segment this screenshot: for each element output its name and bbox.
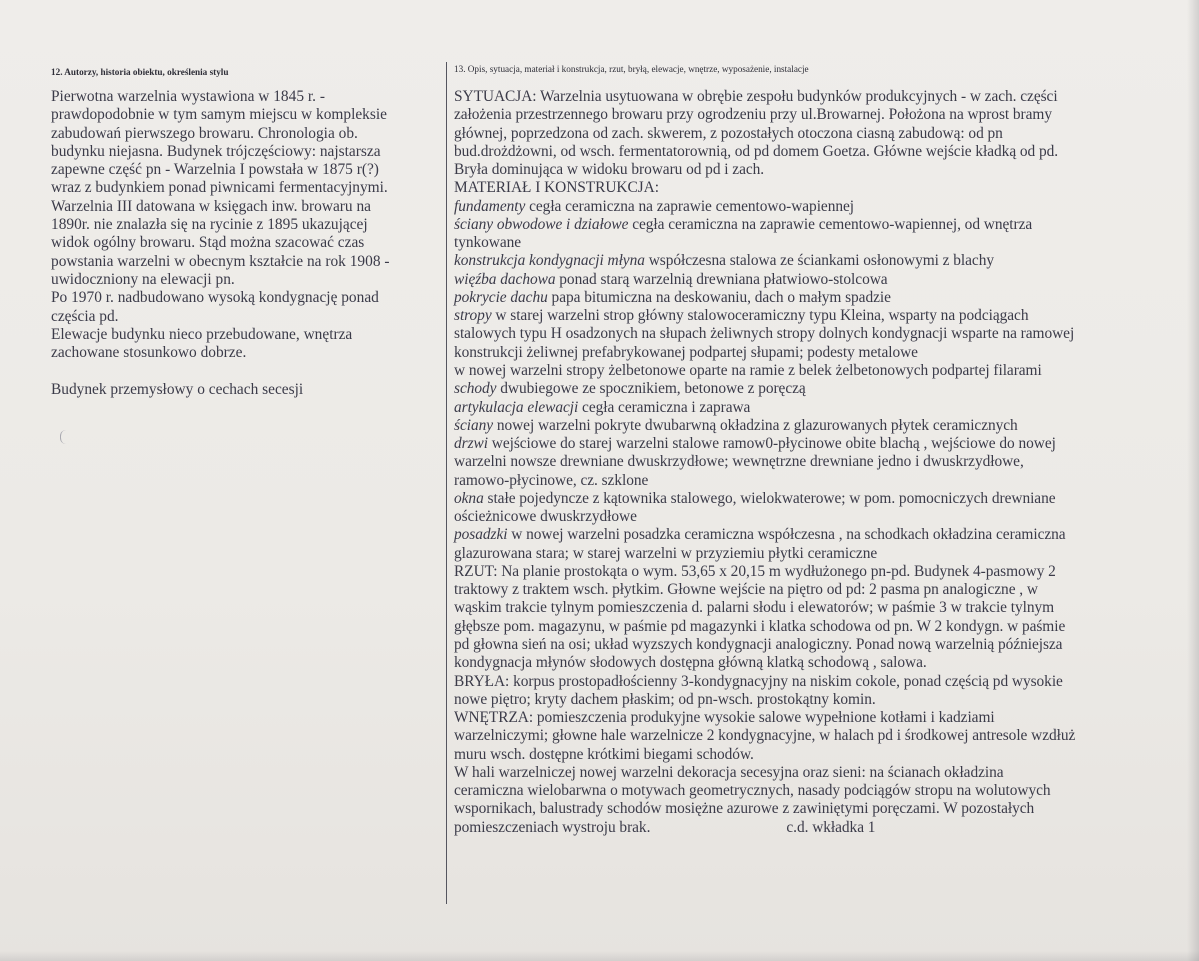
right-column: [454, 63, 1194, 837]
line-text: w starej warzelni strop główny stalowoceramiczny typu Kleina, wsparty na podciągach: [491, 307, 1029, 325]
text-line: [454, 654, 1194, 672]
line-text: warzelniczymi; głowne hale warzelnicze 2 kondygnacyjne, w halach pd i środkowej antresole wzdłuż: [454, 727, 1076, 745]
line-text: nowe piętro; kryty dachem płaskim; od pn-wsch. prostokątny komin.: [454, 690, 876, 708]
continuation-note: c.d. wkładka 1: [786, 818, 876, 836]
history-text: [51, 88, 441, 399]
element-term: ściany: [454, 416, 494, 434]
element-term: pokrycie dachu: [454, 288, 548, 306]
element-term: okna: [454, 489, 484, 507]
line-text: glazurowana stara; w starej warzelni w przyziemiu płytki ceramiczne: [454, 544, 878, 562]
line-text: stałe pojedyncze z kątownika stalowego, wielokwaterowe; w pom. pomocniczych drewniane: [483, 489, 1056, 507]
line-text: WNĘTRZA: pomieszczenia produkyjne wysokie salowe wypełnione kotłami i kadziami: [454, 709, 995, 727]
line-text: cegła ceramiczna i zaprawa: [578, 398, 751, 416]
line-text: muru wsch. dostępne krótkimi biegami schodów.: [454, 745, 754, 763]
text-line: Budynek przemysłowy o cechach secesji: [51, 380, 304, 398]
line-text: głębsze pom. magazynu, w paśmie pd magazynki i klatka schodowa od pn. W 2 kondygn. w paśmie: [454, 617, 1066, 635]
line-text: W hali warzelniczej nowej warzelni dekoracja secesyjna oraz sieni: na ścianach okładzina: [454, 763, 1004, 781]
text-line: [454, 252, 1194, 270]
text-line: [454, 125, 1194, 143]
line-text: traktowy z traktem wsch. płytkim. Głowne wejście na piętro od pd: 2 pasma pn analogiczne , w: [454, 581, 1038, 599]
text-line: [454, 417, 1194, 435]
text-line: [454, 490, 1194, 508]
line-text: głównej, poprzedzona od zach. skwerem, z pozostałych otoczona ciasną zabudową: od pn: [454, 124, 1003, 142]
text-line: [454, 435, 1194, 453]
text-line: [454, 782, 1194, 800]
text-line: [454, 289, 1194, 307]
line-text: RZUT: Na planie prostokąta o wym. 53,65 x 20,15 m wydłużonego pn-pd. Budynek 4-pasmowy 2: [454, 562, 1056, 580]
element-term: schody: [454, 380, 497, 398]
text-line: powstania warzelni w obecnym kształcie na rok 1908 -: [51, 252, 390, 270]
text-line: [454, 764, 1194, 782]
element-term: artykulacja elewacji: [454, 398, 579, 416]
text-line: prawdopodobnie w tym samym miejscu w kompleksie: [51, 106, 387, 124]
text-line: budynku niejasna. Budynek trójczęściowy: najstarsza: [51, 142, 381, 160]
text-line: [454, 106, 1194, 124]
section-13-header: 13. Opis, sytuacja, materiał i konstrukcja, rzut, bryłą, elewacje, wnętrze, wyposażenie, instalacje: [454, 64, 809, 74]
text-line: [454, 746, 1194, 764]
line-text: kondygnacja młynów słodowych dostępna główną klatką schodową , salowa.: [454, 654, 927, 672]
line-text: cegła ceramiczna na zaprawie cementowo-wapiennej: [525, 197, 854, 215]
text-line: [454, 472, 1194, 490]
description-text: [454, 88, 1194, 837]
line-text: wspornikach, balustrady schodów mosiężne azurowe z zawiniętymi poręczami. W pozostałych: [454, 800, 1035, 818]
text-line: zachowane stosunkowo dobrze.: [51, 344, 247, 362]
text-line: 1890r. nie znalazła się na rycinie z 1895 ukazującej: [51, 216, 368, 234]
line-text: bud.drożdżowni, od wsch. fermentatorownią, od pd domem Goetza. Główne wejście kładką od pd.: [454, 142, 1059, 160]
line-text: ramowo-płycinowe, cz. szklone: [454, 471, 649, 489]
section-12-header: 12. Autorzy, historia obiektu, określenia stylu: [51, 67, 229, 77]
text-line: [454, 161, 1194, 179]
line-text: wąskim trakcie tylnym pomieszczenia d. palarni słodu i elewatorów; w paśmie 3 w trakcie tylnym: [454, 599, 1055, 617]
line-text: Bryła dominująca w widoku browaru od pd i zach.: [454, 161, 765, 179]
line-text: konstrukcji żeliwnej prefabrykowanej podpartej słupami; podesty metalowe: [454, 343, 918, 361]
text-line: [454, 216, 1194, 234]
line-text: wejściowe do starej warzelni stalowe ramow0-płycinowe obite blachą , wejściowe do nowej: [487, 435, 1056, 453]
text-line: [454, 143, 1194, 161]
line-text: BRYŁA: korpus prostopadłościenny 3-kondygnacyjny na niskim cokole, ponad częścią pd wysokie: [454, 672, 1063, 690]
text-line: [454, 563, 1194, 581]
line-text: tynkowane: [454, 234, 522, 252]
text-line: [454, 179, 1194, 197]
line-text: SYTUACJA: Warzelnia usytuowana w obrębie zespołu budynków produkcyjnych - w zach. części: [454, 88, 1058, 105]
text-line: Warzelnia III datowana w księgach inw. browaru na: [51, 197, 371, 215]
element-term: więźba dachowa: [454, 270, 556, 288]
line-text: dwubiegowe ze spocznikiem, betonowe z poręczą: [496, 380, 806, 398]
text-line: [454, 526, 1194, 544]
text-line: zabudowań pierwszego browaru. Chronologia ob.: [51, 124, 358, 142]
element-term: stropy: [454, 307, 492, 325]
text-line: Po 1970 r. nadbudowano wysoką kondygnację ponad: [51, 289, 379, 307]
text-line: [454, 508, 1194, 526]
line-text: ceramiczna wielobarwna o motywach geometrycznych, nasady podciągów stropu na wolutowych: [454, 782, 1051, 800]
text-line: [454, 344, 1194, 362]
text-line: [454, 380, 1194, 398]
text-line: widok ogólny browaru. Stąd można szacować czas: [51, 234, 365, 252]
line-text: nowej warzelni pokryte dwubarwną okładzina z glazurowanych płytek ceramicznych: [493, 416, 1018, 434]
text-line: częścia pd.: [51, 307, 119, 325]
line-text: MATERIAŁ I KONSTRUKCJA:: [454, 179, 659, 197]
text-line: [454, 271, 1194, 289]
text-line: [454, 709, 1194, 727]
line-text: założenia przestrzennego browaru przy ogrodzeniu przy ul.Browarnej. Położona na wprost bramy: [454, 106, 1052, 124]
text-line: wraz z budynkiem ponad piwnicami fermentacyjnymi.: [51, 179, 388, 197]
text-line: [454, 399, 1194, 417]
text-line: [454, 691, 1194, 709]
left-column: [51, 63, 441, 399]
line-text: w nowej warzelni posadzka ceramiczna współczesna , na schodkach okładzina ceramiczna: [507, 526, 1066, 544]
text-line: [454, 618, 1194, 636]
text-line: [454, 325, 1194, 343]
text-line: [454, 800, 1194, 818]
text-line: [454, 307, 1194, 325]
text-line: uwidoczniony na elewacji pn.: [51, 270, 235, 288]
page-bottom-shadow: [0, 951, 1199, 961]
line-text: papa bitumiczna na deskowaniu, dach o małym spadzie: [547, 288, 891, 306]
text-line: zapewne część pn - Warzelnia I powstała w 1875 r(?): [51, 161, 379, 179]
element-term: fundamenty: [454, 197, 526, 215]
text-line: [454, 545, 1194, 563]
text-line: [51, 362, 441, 380]
line-text: w nowej warzelni stropy żelbetonowe oparte na ramie z belek żelbetonowych podpartej filarami: [454, 361, 1042, 379]
text-line: Pierwotna warzelnia wystawiona w 1845 r. -: [51, 88, 325, 105]
line-text: stalowych typu H osadzonych na słupach żeliwnych stropy dolnych kondygnacji wsparte na ramowej: [454, 325, 1075, 343]
line-text: pomieszczeniach wystroju brak.: [454, 818, 651, 836]
line-text: warzelni nowsze drewniane dwuskrzydłowe; wewnętrzne drewniane jedno i dwuskrzydłowe,: [454, 453, 1024, 471]
line-text: pd głowna sień na osi; układ wyzszych kondygnacji analogiczny. Ponad nową warzelnią późniejsza: [454, 635, 1063, 653]
text-line: [454, 581, 1194, 599]
line-text: cegła ceramiczna na zaprawie cementowo-wapiennej, od wnętrza: [628, 215, 1033, 233]
text-line: [454, 453, 1194, 471]
text-line: [454, 362, 1194, 380]
element-term: konstrukcja kondygnacji młyna: [454, 252, 645, 270]
column-divider: [446, 62, 447, 904]
text-line: [454, 636, 1194, 654]
element-term: posadzki: [454, 526, 508, 544]
pencil-mark: [60, 430, 67, 444]
element-term: ściany obwodowe i działowe: [454, 215, 629, 233]
line-text: ponad starą warzelnią drewniana płatwiowo-stolcowa: [555, 270, 888, 288]
text-line: Elewacje budynku nieco przebudowane, wnętrza: [51, 325, 353, 343]
text-line: [454, 673, 1194, 691]
text-line: [454, 88, 1194, 106]
line-text: ościeżnicowe dwuskrzydłowe: [454, 508, 637, 526]
text-line: [454, 727, 1194, 745]
element-term: drzwi: [454, 435, 488, 453]
text-line: [454, 234, 1194, 252]
text-line: [454, 599, 1194, 617]
line-text: współczesna stalowa ze ściankami osłonowymi z blachy: [644, 252, 994, 270]
text-line: [454, 819, 1194, 837]
text-line: [454, 198, 1194, 216]
